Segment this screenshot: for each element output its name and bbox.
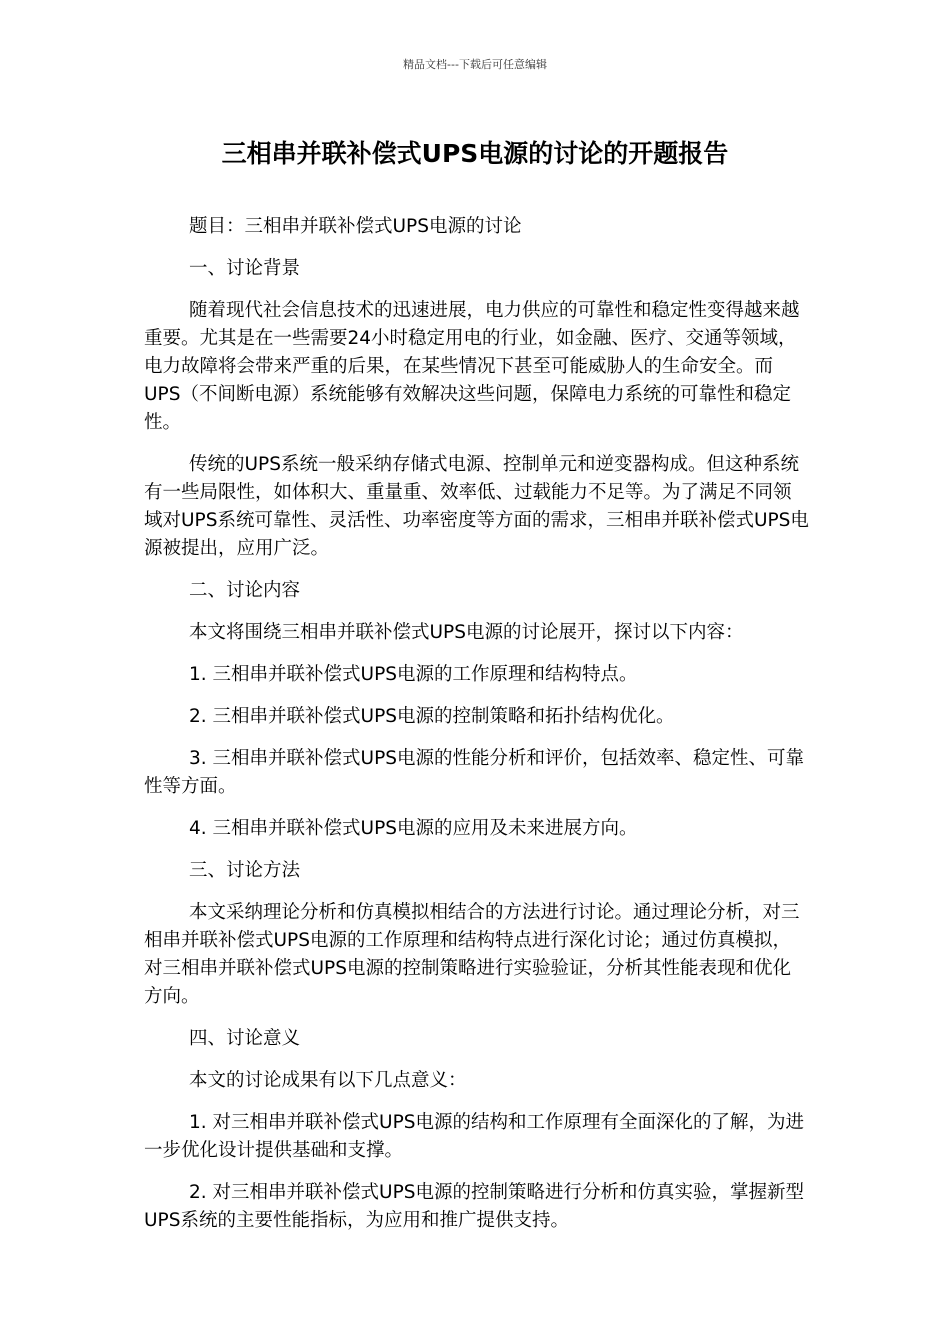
paragraph: 本文将围绕三相串并联补偿式UPS电源的讨论展开，探讨以下内容： bbox=[189, 622, 744, 643]
section-heading-content: 二、讨论内容 bbox=[189, 580, 301, 601]
list-item: 1. 三相串并联补偿式UPS电源的工作原理和结构特点。 bbox=[189, 664, 638, 685]
paragraph: 随着现代社会信息技术的迅速进展，电力供应的可靠性和稳定性变得越来越重要。尤其是在一些需要24小时稳定用电的行业，如金融、医疗、交通等领域，电力故障将会带来严重的后果，在某些情况下甚至可能威胁人的生命安全。而UPS（不间断电源）系统能够有效解决这些问题，保障电力系统的可靠性和稳定性。 bbox=[144, 300, 800, 433]
section-heading-method: 三、讨论方法 bbox=[189, 860, 301, 881]
section-heading-background: 一、讨论背景 bbox=[189, 258, 301, 279]
header-note: 精品文档---下载后可任意编辑 bbox=[403, 58, 547, 71]
section-heading-significance: 四、讨论意义 bbox=[189, 1028, 301, 1049]
paragraph: 本文采纳理论分析和仿真模拟相结合的方法进行讨论。通过理论分析，对三相串并联补偿式UPS电源的工作原理和结构特点进行深化讨论；通过仿真模拟，对三相串并联补偿式UPS电源的控制策略进行实验验证，分析其性能表现和优化方向。 bbox=[144, 902, 800, 1007]
paragraph: 本文的讨论成果有以下几点意义： bbox=[189, 1070, 467, 1091]
page-title: 三相串并联补偿式UPS电源的讨论的开题报告 bbox=[221, 139, 729, 168]
list-item: 3. 三相串并联补偿式UPS电源的性能分析和评价，包括效率、稳定性、可靠性等方面。 bbox=[144, 748, 804, 797]
list-item: 4. 三相串并联补偿式UPS电源的应用及未来进展方向。 bbox=[189, 818, 638, 839]
paragraph: 传统的UPS系统一般采纳存储式电源、控制单元和逆变器构成。但这种系统有一些局限性，如体积大、重量重、效率低、过载能力不足等。为了满足不同领域对UPS系统可靠性、灵活性、功率密度等方面的需求，三相串并联补偿式UPS电源被提出，应用广泛。 bbox=[144, 454, 809, 559]
list-item: 1. 对三相串并联补偿式UPS电源的结构和工作原理有全面深化的了解，为进一步优化设计提供基础和支撑。 bbox=[144, 1112, 804, 1161]
topic-line: 题目：三相串并联补偿式UPS电源的讨论 bbox=[189, 216, 522, 237]
document-body bbox=[144, 213, 809, 1249]
list-item: 2. 对三相串并联补偿式UPS电源的控制策略进行分析和仿真实验，掌握新型UPS系统的主要性能指标，为应用和推广提供支持。 bbox=[144, 1182, 804, 1231]
list-item: 2. 三相串并联补偿式UPS电源的控制策略和拓扑结构优化。 bbox=[189, 706, 675, 727]
